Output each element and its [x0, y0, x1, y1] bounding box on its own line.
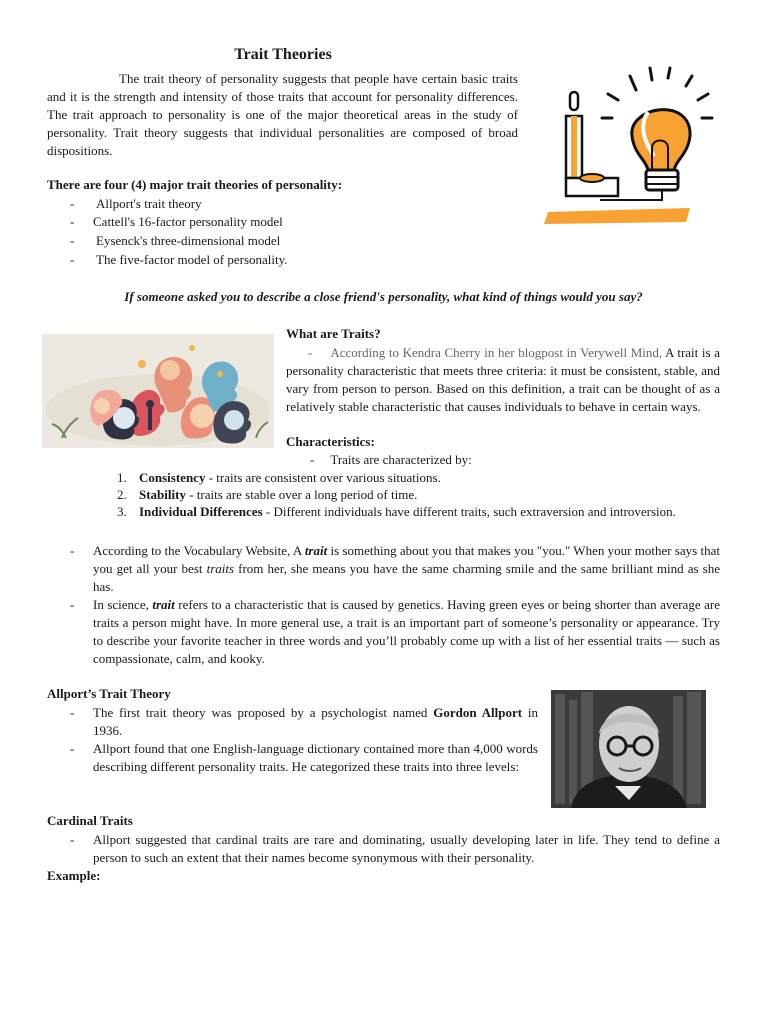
page-title: Trait Theories — [234, 46, 332, 63]
list-item: - The five-factor model of personality. — [70, 252, 288, 267]
dash: - — [70, 705, 75, 720]
allport-heading: Allport’s Trait Theory — [47, 686, 171, 701]
list-item: - Allport's trait theory — [70, 196, 202, 211]
four-theories-heading: There are four (4) major trait theories of personality: — [47, 177, 343, 192]
cherry-source: According to Kendra Cherry in her blogpost in Verywell Mind, — [330, 345, 663, 360]
dash: - — [70, 252, 75, 267]
lightbulb-illustration — [540, 66, 716, 234]
allport-portrait — [551, 690, 706, 808]
dash: - — [70, 597, 75, 612]
what-are-traits-heading: What are Traits? — [286, 326, 381, 341]
cardinal-traits-text: Allport suggested that cardinal traits are rare and dominating, usually developing later in life. They tend to define a person to such an extent that their names become synonymous with their personality. — [93, 832, 720, 865]
intro-paragraph: The trait theory of personality suggests that people have certain basic traits and it is the strength and intensity of those traits that account for personality differences. The trait approach to personality is one of the major theoretical areas in the study of personality. Trait theory suggests that individual personalities are composed of broad dispositions. — [47, 71, 518, 158]
vocabulary-definition: According to the Vocabulary Website, A trait is something about you that makes you "you." When your mother says that you get all your best traits from her, she means you have the same charming smile and the same brilliant mind as she has. — [93, 543, 720, 594]
allport-point-1: The first trait theory was proposed by a psychologist named Gordon Allport in 1936. — [93, 705, 538, 738]
dash: - — [70, 196, 75, 211]
dash: - — [70, 741, 75, 756]
dash: - — [70, 214, 75, 229]
characteristic-item: 3. Individual Differences - Different individuals have different traits, such extraversion and introversion. — [117, 504, 676, 519]
characteristic-item: 1. Consistency - traits are consistent over various situations. — [117, 470, 441, 485]
list-item: - Cattell's 16-factor personality model — [70, 214, 283, 229]
cherry-definition: - According to Kendra Cherry in her blogpost in Verywell Mind, A trait is a personality characteristic that meets three criteria: it must be consistent, stable, and vary from person to person. Based on this definition, a trait can be thought of as a relatively stable characteristic that causes individuals to behave in certain ways. — [286, 345, 720, 414]
allport-point-2: Allport found that one English-language dictionary contained more than 4,000 words describing different personality traits. He categorized these traits into three levels: — [93, 741, 538, 774]
science-definition: In science, trait refers to a characteristic that is caused by genetics. Having green eyes or being shorter than average are traits a person might have. In more general use, a trait is an important part of someone’s personality or appearance. Try to describe your favorite teacher in three words and you’ll probably come up with a list of her essential traits — such as compassionate, calm, and kooky. — [93, 597, 720, 666]
question-prompt: If someone asked you to describe a close friend's personality, what kind of things would you say? — [124, 289, 643, 304]
dash: - — [70, 233, 75, 248]
characteristics-heading: Characteristics: — [286, 434, 375, 449]
cardinal-traits-heading: Cardinal Traits — [47, 813, 133, 828]
example-label: Example: — [47, 868, 101, 883]
heads-illustration — [42, 334, 274, 448]
characteristic-item: 2. Stability - traits are stable over a long period of time. — [117, 487, 418, 502]
dash: - — [70, 543, 75, 558]
dash: - — [70, 832, 75, 847]
characteristics-intro: - Traits are characterized by: — [310, 452, 472, 467]
list-item: - Eysenck's three-dimensional model — [70, 233, 281, 248]
